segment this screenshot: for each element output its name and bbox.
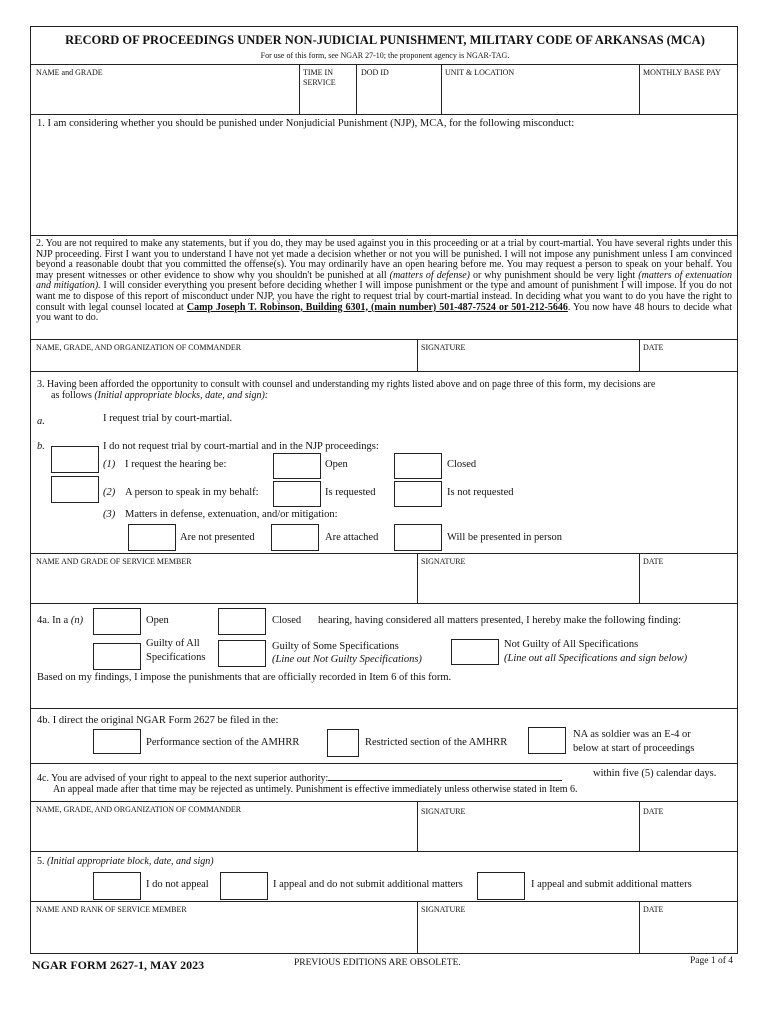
member-date-field-2[interactable] — [641, 916, 736, 952]
divider — [417, 801, 418, 851]
finding-open-label: Open — [146, 615, 169, 626]
matters-not-presented-label: Are not presented — [180, 532, 255, 543]
hearing-closed-label: Closed — [447, 459, 477, 470]
signature-label: SIGNATURE — [421, 905, 466, 914]
commander-signature-field[interactable] — [419, 353, 637, 370]
divider — [639, 339, 640, 371]
member-date-field[interactable] — [641, 568, 736, 602]
matters-attached-label: Are attached — [325, 532, 379, 543]
name-grade-label: NAME and GRADE — [36, 68, 103, 77]
no-appeal-box[interactable] — [93, 872, 141, 900]
na-label-2: below at start of proceedings — [573, 743, 695, 754]
finding-open-box[interactable] — [93, 608, 141, 635]
finding-closed-label: Closed — [272, 615, 302, 626]
not-guilty-box[interactable] — [451, 639, 499, 665]
guilty-all-label-2: Specifications — [146, 652, 206, 663]
member-signature-field[interactable] — [419, 568, 637, 602]
member-name-label: NAME AND GRADE OF SERVICE MEMBER — [36, 557, 192, 566]
divider — [417, 339, 418, 371]
time-in-service-label-2: SERVICE — [303, 78, 336, 87]
appeal-no-matters-label: I appeal and do not submit additional matters — [273, 879, 463, 890]
restricted-section-box[interactable] — [327, 729, 359, 757]
appeal-with-matters-label: I appeal and submit additional matters — [531, 879, 692, 890]
guilty-some-label: Guilty of Some Specifications — [272, 641, 399, 652]
guilty-all-label: Guilty of All — [146, 638, 200, 649]
monthly-pay-label: MONTHLY BASE PAY — [643, 68, 721, 77]
divider — [31, 801, 737, 802]
item3-a-letter: a. — [37, 416, 45, 427]
item4b-lead: 4b. I direct the original NGAR Form 2627 be filed in the: — [37, 715, 279, 726]
form-number: NGAR FORM 2627-1, MAY 2023 — [32, 958, 205, 972]
obsolete-notice: PREVIOUS EDITIONS ARE OBSOLETE. — [294, 958, 461, 968]
item3-r1-num: (1) — [103, 459, 116, 470]
item3-b-text: I do not request trial by court-martial and in the NJP proceedings: — [103, 441, 379, 452]
finding-hearing-text: hearing, having considered all matters presented, I hereby make the following finding: — [318, 615, 682, 626]
member-signature-field-2[interactable] — [419, 916, 637, 952]
divider — [417, 553, 418, 603]
item4c-line2: An appeal made after that time may be rejected as untimely. Punishment is effective immediately unless otherwise stated in Item 6. — [53, 784, 578, 795]
item3-r1-text: I request the hearing be: — [125, 459, 227, 470]
performance-section-label: Performance section of the AMHRR — [146, 737, 300, 748]
commander-name-label: NAME, GRADE, AND ORGANIZATION OF COMMANDER — [36, 343, 242, 352]
item3-intro-2: as follows (Initial appropriate blocks, date, and sign): — [51, 390, 269, 401]
time-in-service-field[interactable] — [301, 89, 355, 112]
item3-r3-num: (3) — [103, 509, 116, 520]
speaker-not-requested-label: Is not requested — [447, 487, 514, 498]
divider — [31, 64, 737, 65]
date-label: DATE — [643, 807, 664, 816]
commander-name-field-2[interactable] — [33, 816, 415, 850]
speaker-not-requested-box[interactable] — [394, 481, 442, 507]
dod-id-label: DOD ID — [361, 68, 389, 77]
signature-label: SIGNATURE — [421, 557, 466, 566]
appeal-with-matters-box[interactable] — [477, 872, 525, 900]
unit-location-label: UNIT & LOCATION — [445, 68, 515, 77]
divider — [31, 339, 737, 340]
matters-attached-box[interactable] — [271, 524, 319, 551]
divider — [31, 901, 737, 902]
divider — [441, 64, 442, 114]
appeal-authority-field[interactable] — [328, 770, 562, 781]
date-label: DATE — [643, 343, 664, 352]
member-rank-field[interactable] — [33, 916, 415, 952]
item3-b2-initial-box[interactable] — [51, 476, 99, 503]
item4a-lead: 4a. In a (n) — [37, 615, 84, 626]
divider — [639, 801, 640, 851]
item4c-lead: 4c. You are advised of your right to appeal to the next superior authority: — [37, 770, 562, 785]
hearing-open-box[interactable] — [273, 453, 321, 479]
item4c-tail: within five (5) calendar days. — [593, 768, 717, 779]
divider — [31, 114, 737, 115]
item3-r2-num: (2) — [103, 487, 116, 498]
item3-r3-text: Matters in defense, extenuation, and/or mitigation: — [125, 509, 338, 520]
finding-closed-box[interactable] — [218, 608, 266, 635]
item3-a-text: I request trial by court-martial. — [103, 413, 233, 424]
restricted-section-label: Restricted section of the AMHRR — [365, 737, 508, 748]
performance-section-box[interactable] — [93, 729, 141, 754]
matters-in-person-label: Will be presented in person — [447, 532, 563, 543]
signature-label: SIGNATURE — [421, 807, 466, 816]
dod-id-field[interactable] — [358, 79, 440, 112]
unit-location-field[interactable] — [443, 79, 638, 112]
item5-lead: 5. (Initial appropriate block, date, and sign) — [37, 856, 214, 867]
divider — [31, 553, 737, 554]
no-appeal-label: I do not appeal — [146, 879, 209, 890]
monthly-pay-field[interactable] — [641, 79, 736, 112]
guilty-some-note: (Line out Not Guilty Specifications) — [272, 654, 422, 665]
divider — [639, 901, 640, 953]
not-guilty-note: (Line out all Specifications and sign below) — [504, 653, 688, 664]
form-frame — [30, 26, 738, 954]
item3-intro: 3. Having been afforded the opportunity to consult with counsel and understanding my rights listed above and on page three of this form, my decisions are — [37, 379, 656, 390]
not-guilty-label: Not Guilty of All Specifications — [504, 639, 639, 650]
item4a-based-text: Based on my findings, I impose the punishments that are officially recorded in Item 6 of this form. — [37, 672, 452, 683]
item1-text: 1. I am considering whether you should be punished under Nonjudicial Punishment (NJP), MCA, for the following misconduct: — [37, 118, 575, 129]
date-label: DATE — [643, 905, 664, 914]
divider — [356, 64, 357, 114]
commander-signature-field-2[interactable] — [419, 818, 637, 850]
divider — [31, 763, 737, 764]
member-rank-label: NAME AND RANK OF SERVICE MEMBER — [36, 905, 187, 914]
divider — [417, 901, 418, 953]
form-subtitle: For use of this form, see NGAR 27-10; the proponent agency is NGAR-TAG. — [260, 51, 510, 60]
divider — [639, 64, 640, 114]
item3-b-initial-box[interactable] — [51, 446, 99, 473]
item3-b-letter: b. — [37, 441, 45, 452]
divider — [31, 603, 737, 604]
divider — [31, 708, 737, 709]
divider — [31, 235, 737, 236]
speaker-requested-box[interactable] — [273, 481, 321, 507]
hearing-closed-box[interactable] — [394, 453, 442, 479]
member-name-field[interactable] — [33, 568, 415, 602]
na-label: NA as soldier was an E-4 or — [573, 729, 691, 740]
na-box[interactable] — [528, 727, 566, 754]
divider — [299, 64, 300, 114]
item3-r2-text: A person to speak in my behalf: — [125, 487, 259, 498]
guilty-some-box[interactable] — [218, 640, 266, 667]
guilty-all-box[interactable] — [93, 643, 141, 670]
name-grade-field[interactable] — [33, 79, 297, 112]
misconduct-field[interactable] — [33, 133, 735, 233]
hearing-open-label: Open — [325, 459, 348, 470]
appeal-no-matters-box[interactable] — [220, 872, 268, 900]
commander-date-field-2[interactable] — [641, 818, 736, 850]
form-title: RECORD OF PROCEEDINGS UNDER NON-JUDICIAL PUNISHMENT, MILITARY CODE OF ARKANSAS (MCA) — [65, 33, 705, 47]
signature-label: SIGNATURE — [421, 343, 466, 352]
matters-not-presented-box[interactable] — [128, 524, 176, 551]
divider — [31, 851, 737, 852]
matters-in-person-box[interactable] — [394, 524, 442, 551]
date-label: DATE — [643, 557, 664, 566]
commander-name-label: NAME, GRADE, AND ORGANIZATION OF COMMANDER — [36, 805, 242, 814]
divider — [31, 371, 737, 372]
commander-date-field[interactable] — [641, 353, 736, 370]
time-in-service-label: TIME IN — [303, 68, 333, 77]
divider — [639, 553, 640, 603]
page-number: Page 1 of 4 — [690, 956, 734, 966]
commander-name-field[interactable] — [33, 353, 415, 370]
speaker-requested-label: Is requested — [325, 487, 376, 498]
rights-paragraph: 2. You are not required to make any statements, but if you do, they may be used against you in this proceeding or at a trial by court-martial. You have several rights under this NJP proceeding. First I want you to understand I have not yet made a decision whether or not you will be punished. I will not impose any punishment unless I am convinced beyond a reasonable doubt that you committed the offense(s). You may ordinarily have an open hearing before me. You may request a person to speak on your behalf. You may present witnesses or other evidence to show why you shouldn't be punished at all (matters of defense) or why punishment should be very light (matters of extenuation and mitigation). I will consider everything you present before deciding whether I will impose punishment or the type and amount of punishment I will impose. If you do not want me to dispose of this report of misconduct under NJP, you have the right to request trial by court-martial instead. In deciding what you want to do you have the right to consult with legal counsel located at Camp Joseph T. Robinson, Building 6301, (main number) 501-487-7524 or 501-212-5646. You now have 48 hours to decide what you want to do. — [36, 238, 733, 324]
